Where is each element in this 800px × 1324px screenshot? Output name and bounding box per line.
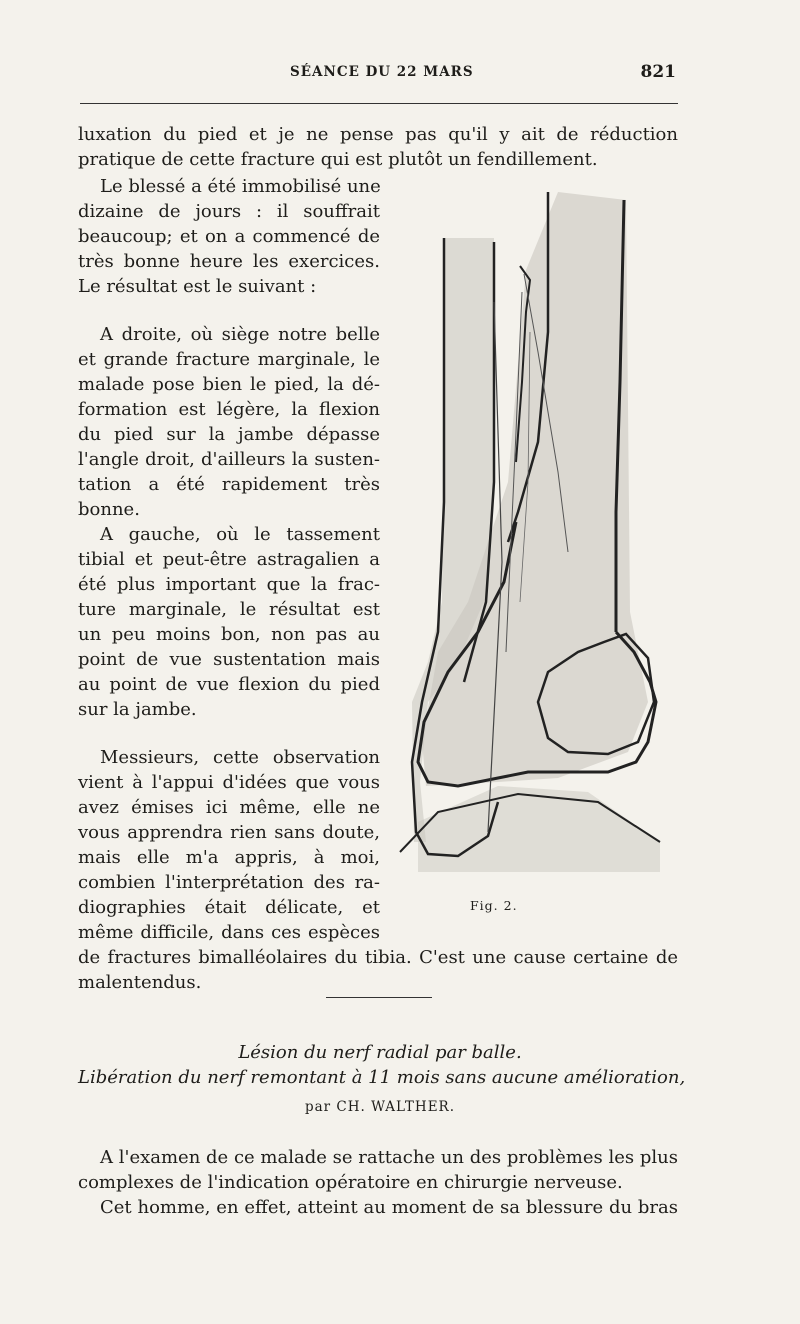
running-title: SÉANCE DU 22 MARS bbox=[290, 64, 474, 80]
text-line: luxation du pied et je ne pense pas qu'il y ait de réduction bbox=[78, 124, 678, 145]
header-rule bbox=[80, 103, 678, 104]
text-line: A gauche, où le tassement bbox=[100, 524, 380, 545]
figure-2 bbox=[398, 182, 668, 872]
text-line: Cet homme, en effet, atteint au moment de sa blessure du bras bbox=[100, 1197, 678, 1218]
text-line: diographies était délicate, et bbox=[78, 897, 380, 918]
article-title-line1: Lésion du nerf radial par balle. bbox=[238, 1042, 522, 1063]
running-header bbox=[80, 62, 678, 88]
text-line: formation est légère, la flexion bbox=[78, 399, 380, 420]
text-line: ture marginale, le résultat est bbox=[78, 599, 380, 620]
text-line: Le résultat est le suivant : bbox=[78, 276, 317, 297]
text-line: avez émises ici même, elle ne bbox=[78, 797, 380, 818]
text-line: malentendus. bbox=[78, 972, 202, 993]
ankle-radiograph-drawing bbox=[398, 182, 668, 872]
text-line: été plus important que la frac- bbox=[78, 574, 380, 595]
figure-caption: Fig. 2. bbox=[470, 898, 518, 913]
text-line: point de vue sustentation mais bbox=[78, 649, 380, 670]
text-line: et grande fracture marginale, le bbox=[78, 349, 380, 370]
text-line: malade pose bien le pied, la dé- bbox=[78, 374, 380, 395]
text-line: au point de vue flexion du pied bbox=[78, 674, 380, 695]
text-line: très bonne heure les exercices. bbox=[78, 251, 380, 272]
page-number: 821 bbox=[640, 62, 676, 82]
text-line: Messieurs, cette observation bbox=[100, 747, 380, 768]
text-line: bonne. bbox=[78, 499, 140, 520]
article-title-line2: Libération du nerf remontant à 11 mois sans aucune amélioration, bbox=[78, 1067, 686, 1088]
text-line: l'angle droit, d'ailleurs la susten- bbox=[78, 449, 380, 470]
text-line: tation a été rapidement très bbox=[78, 474, 380, 495]
text-line: complexes de l'indication opératoire en chirurgie nerveuse. bbox=[78, 1172, 623, 1193]
text-line: A droite, où siège notre belle bbox=[100, 324, 380, 345]
section-separator bbox=[326, 997, 432, 998]
text-line: tibial et peut-être astragalien a bbox=[78, 549, 380, 570]
text-line: pratique de cette fracture qui est plutôt un fendillement. bbox=[78, 149, 598, 170]
text-line: mais elle m'a appris, à moi, bbox=[78, 847, 380, 868]
text-line: de fractures bimalléolaires du tibia. C'est une cause certaine de bbox=[78, 947, 678, 968]
text-line: vient à l'appui d'idées que vous bbox=[78, 772, 380, 793]
text-line: combien l'interprétation des ra- bbox=[78, 872, 380, 893]
text-line: A l'examen de ce malade se rattache un des problèmes les plus bbox=[100, 1147, 678, 1168]
text-line: du pied sur la jambe dépasse bbox=[78, 424, 380, 445]
text-line: beaucoup; et on a commencé de bbox=[78, 226, 380, 247]
text-line: un peu moins bon, non pas au bbox=[78, 624, 380, 645]
text-line: vous apprendra rien sans doute, bbox=[78, 822, 380, 843]
text-line: dizaine de jours : il souffrait bbox=[78, 201, 380, 222]
text-line: sur la jambe. bbox=[78, 699, 197, 720]
article-byline: par CH. WALTHER. bbox=[304, 1099, 456, 1115]
text-line: Le blessé a été immobilisé une bbox=[100, 176, 381, 197]
text-line: même difficile, dans ces espèces bbox=[78, 922, 380, 943]
